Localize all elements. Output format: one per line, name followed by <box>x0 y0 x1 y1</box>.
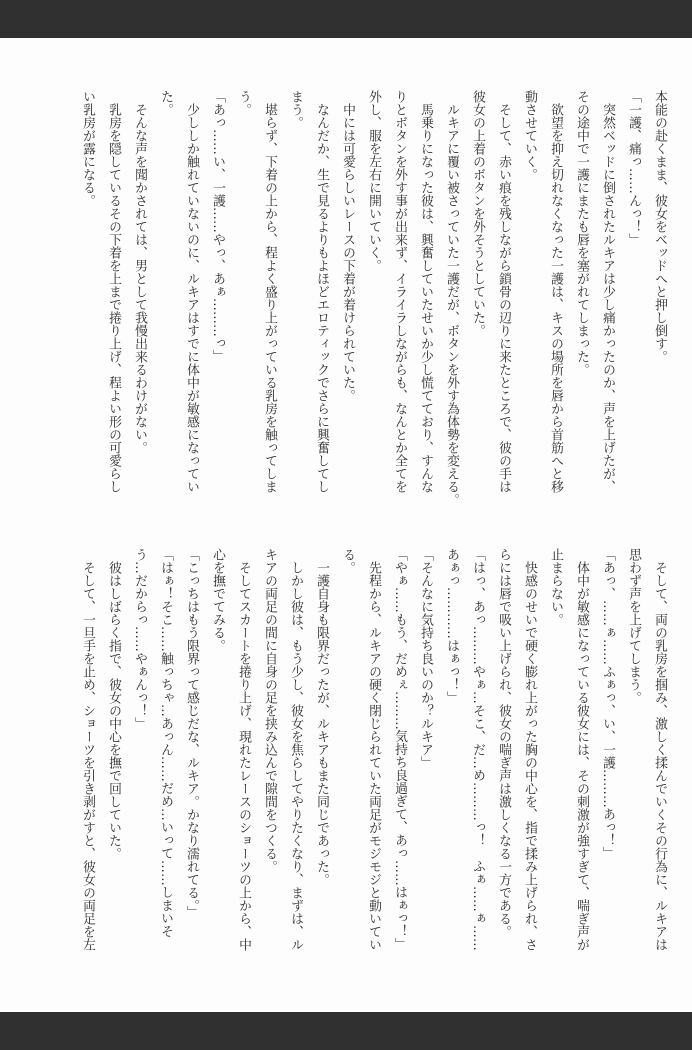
text-line: た。 <box>158 90 173 116</box>
text-line: 先程から、ルキアの硬く閉じられていた両足がモジモジと動いてい <box>366 548 381 951</box>
text-line: そしてスカートを捲り上げ、現れたレースのショーツの上から、中 <box>236 548 251 951</box>
text-line: そして、一旦手を止め、ショーツを引き剥がすと、彼女の両足を左 <box>80 548 95 951</box>
text-line: 「やぁ……もう、だめぇ………気持ち良過ぎて、あっ……はぁっ！」 <box>392 548 407 951</box>
text-line: りとボタンを外す事が出来ず、イライラしながらも、なんとか全てを <box>392 90 407 493</box>
text-line: る。 <box>340 548 355 574</box>
text-line: 彼女の上着のボタンを外そうとしていた。 <box>470 90 485 337</box>
text-line: 動させていく。 <box>522 90 537 181</box>
text-line: 「はっ、あっ………やぁ…そこ、だ…め………っ！ ふぁ……ぁ…… <box>470 548 485 951</box>
text-line: その途中で一護にまたも唇を塞がれてしまった。 <box>574 90 589 376</box>
text-line: しかし彼は、もう少し、彼女を焦らしてやりたくなり、まずは、ル <box>288 548 303 951</box>
text-line: そして、赤い痕を残しながら鎖骨の辺りに来たところで、彼の手は <box>496 90 511 493</box>
text-line: 「一護、痛っ……んっ！」 <box>626 90 641 246</box>
text-line: 「はぁ！そこ……触っちゃ…あっん……だめ…いって……しまいそ <box>158 548 173 938</box>
text-line: らには唇で吸い上げられ、彼女の喘ぎ声は激しくなる一方である。 <box>496 548 511 938</box>
text-block-lower <box>74 548 672 993</box>
text-line: う…だからっ……やぁんっ！」 <box>132 548 147 730</box>
scan-border-top <box>0 0 692 38</box>
text-line: 「こっちはもう限界って感じだな、ルキア。かなり濡れてる。」 <box>184 548 199 919</box>
text-line: 本能の赴くまま、彼女をベッドへと押し倒す。 <box>652 90 667 363</box>
text-line: 外し、服を左右に開いていく。 <box>366 90 381 272</box>
text-line: 乳房を隠しているその下着を上まで捲り上げ、程よい形の可愛らし <box>106 90 121 493</box>
text-line: 馬乗りになった彼は、興奮していたせいか少し慌てており、すんな <box>418 90 433 493</box>
text-line: う。 <box>236 90 251 116</box>
text-line: 中には可愛らしいレースの下着が着けられていた。 <box>340 90 355 402</box>
text-line: 欲望を抑え切れなくなった一護は、キスの場所を唇から首筋へと移 <box>548 90 563 493</box>
text-line: 堪らず、下着の上から、程よく盛り上がっている乳房を触ってしま <box>262 90 277 493</box>
text-line: 「あっ……い、一護……やっ、あぁ………っ」 <box>210 90 225 363</box>
text-line: そして、両の乳房を掴み、激しく揉んでいくその行為に、ルキアは <box>652 548 667 951</box>
text-line: 「そんなに気持ち良いのか？ルキア」 <box>418 548 433 769</box>
text-line: 「あっ、……ぁ……ふぁっ、い、一護………あっ！」 <box>600 548 615 860</box>
text-line: 彼はしばらく指で、彼女の中心を撫で回していた。 <box>106 548 121 860</box>
text-line: 一護自身も限界だったが、ルキアもまた同じであった。 <box>314 548 329 886</box>
text-line: 体中が敏感になっている彼女には、その刺激が強すぎて、喘ぎ声が <box>574 548 589 951</box>
text-line: 少ししか触れていないのに、ルキアはすでに体中が敏感になってい <box>184 90 199 493</box>
text-line: なんだか、生で見るよりもよほどエロティックでさらに興奮してし <box>314 90 329 493</box>
text-block-upper <box>74 90 672 535</box>
text-line: まう。 <box>288 90 303 129</box>
text-line: キアの両足の間に自身の足を挟み込んで隙間をつくる。 <box>262 548 277 873</box>
text-line: い乳房が露になる。 <box>80 90 95 207</box>
text-line: あぁっ…………はぁっ！」 <box>444 548 459 704</box>
text-line: 突然ベッドに倒されたルキアは少し痛かったのか、声を上げたが、 <box>600 90 615 493</box>
text-line: 思わず声を上げてしまう。 <box>626 548 641 704</box>
text-line: ルキアに覆い被さっていた一護だが、ボタンを外す為体勢を変える。 <box>444 90 459 506</box>
text-line: 心を撫でてみる。 <box>210 548 225 652</box>
scan-border-bottom <box>0 1012 692 1050</box>
text-line: 快感のせいで硬く膨れ上がった胸の中心を、指で揉み上げられ、さ <box>522 548 537 951</box>
text-line: 止まらない。 <box>548 548 563 626</box>
text-line: そんな声を聞かされては、男として我慢出来るわけがない。 <box>132 90 147 454</box>
